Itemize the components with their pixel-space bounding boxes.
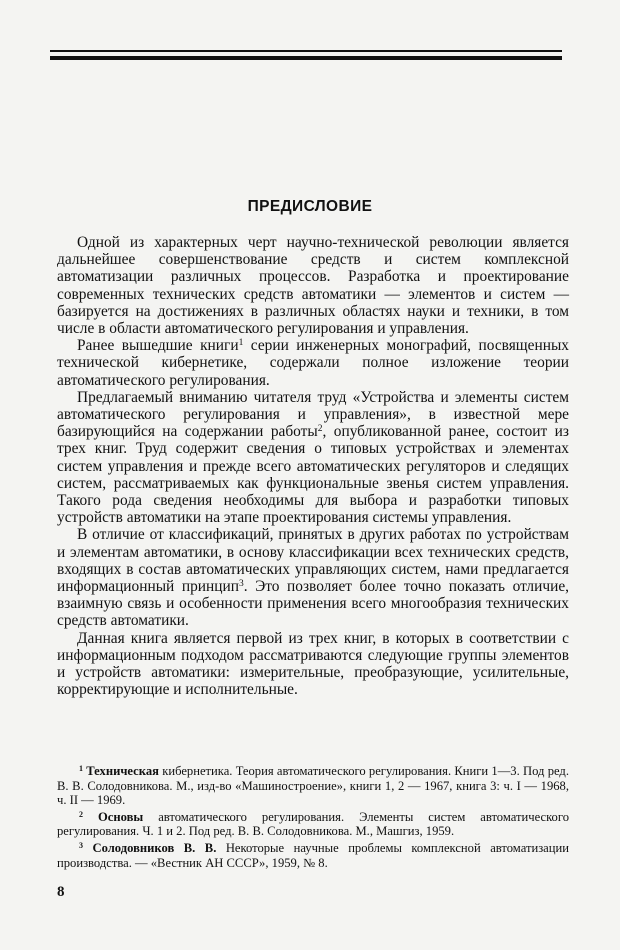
footnote-author: Основы [97, 809, 144, 824]
footnote-text: кибернетика. Теория автоматического регулирования. Книги 1—3. Под ред. В. В. Солодовникова. М., изд-во «Машиностроение», книги 1, 2 — 1967, книга 3: ч. I — 1968, ч. II — 1969. [57, 764, 569, 808]
paragraph-text: Ранее вышедшие книги [77, 337, 239, 355]
footnote-text: автоматического регулирования. Элементы систем автоматического регулирования. Ч. 1 и 2. Под ред. В. В. Солодовникова. М., Машгиз, 1959. [57, 809, 570, 839]
top-rule-thin [50, 50, 562, 52]
footnote-2 [57, 810, 569, 839]
footnote-1 [57, 764, 569, 808]
footnote-ref-1: 1 [238, 338, 244, 349]
paragraph-text: серии инженерных монографий, посвященных технической кибернетике, содержали полное изложение теории автоматического регулирования. [57, 337, 569, 389]
paragraph-2 [57, 337, 569, 389]
footnote-text: Некоторые научные проблемы комплексной автоматизации производства. — «Вестник АН СССР», 1959, № 8. [57, 840, 569, 870]
footnote-3 [57, 841, 569, 870]
top-rule-thick [50, 56, 562, 60]
paragraph-1 [57, 234, 569, 337]
paragraph-3 [57, 389, 569, 527]
footnote-author: Солодовников В. В. [92, 840, 217, 855]
footnotes [57, 764, 569, 872]
paragraph-4 [57, 526, 569, 629]
main-text [57, 234, 569, 698]
footnote-mark: 3 [79, 840, 83, 850]
paragraph-text: В отличие от классификаций, принятых в других работах по устройствам и элементам автоматики, в основу классификации всех технических средств, входящих в состав автоматических управляющих систем, нами предлагается информационный принцип [57, 526, 569, 596]
paragraph-text: Предлагаемый вниманию читателя труд «Устройства и элементы систем автоматического регулирования и управления», в известной мере базирующийся на содержании работы [57, 388, 569, 441]
footnote-ref-2: 2 [317, 424, 323, 435]
paragraph-5 [57, 630, 569, 699]
page-number: 8 [57, 884, 65, 900]
paragraph-text: . Это позволяет более точно показать отличие, взаимную связь и особенности применения всего многообразия технических средств автоматики. [57, 578, 570, 630]
footnote-ref-3: 3 [238, 579, 244, 590]
page-title: ПРЕДИСЛОВИЕ [247, 198, 373, 215]
paragraph-text: Данная книга является первой из трех книг, в которых в соответствии с информационным подходом рассматриваются следующие группы элементов и устройств автоматики: измерительные, преобразующие, усилительные, корректирующие и исполнительные. [57, 629, 569, 699]
paragraph-text: Одной из характерных черт научно-технической революции является дальнейшее совершенствование средств и систем комплексной автоматизации различных процессов. Разработка и проектирование современных технических средств автоматики — элементов и систем — базируется на достижениях в различных областях науки и техники, в том числе в области автоматического регулирования и управления. [57, 234, 569, 338]
footnote-mark: 1 [79, 764, 83, 773]
footnote-mark: 2 [79, 809, 83, 819]
paragraph-text: , опубликованной ранее, состоит из трех книг. Труд содержит сведения о типовых устройствах и элементах систем управления и прежде всего автоматических регуляторов и следящих систем, рассматриваемых как функциональные звенья систем управления. Такого рода сведения необходимы для выбора и разработки типовых устройств автоматики на этапе проектирования системы управления. [57, 423, 569, 527]
footnote-author: Техническая [86, 764, 159, 778]
